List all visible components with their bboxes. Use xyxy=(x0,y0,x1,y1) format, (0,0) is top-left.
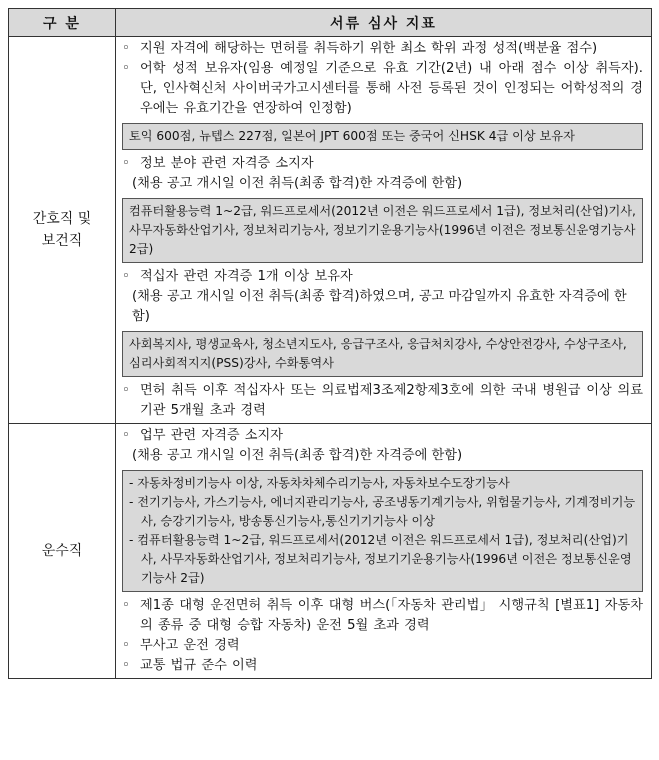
section-transport xyxy=(9,424,652,679)
criterion-text: 어학 성적 보유자(임용 예정일 기준으로 유효 기간(2년) 내 아래 점수 이상 취득자). 단, 인사혁신처 사이버국가고시센터를 통해 사전 등록된 것이 인정되는 어학성적의 경우에는 유효기간을 연장하여 인정함) xyxy=(140,61,643,116)
redcross-certificate-box: 사회복지사, 평생교육사, 청소년지도사, 응급구조사, 응급처치강사, 수상안전강사, 수상구조사, 심리사회적지지(PSS)강사, 수화통역사 xyxy=(122,331,643,377)
criterion-item xyxy=(122,656,643,676)
criterion-text: 적십자 관련 자격증 1개 이상 보유자 xyxy=(140,269,353,284)
bullet-icon: ◦ xyxy=(122,383,130,398)
bullet-icon: ◦ xyxy=(122,156,130,171)
criterion-note: (채용 공고 개시일 이전 취득(최종 합격)한 자격증에 한함) xyxy=(132,448,463,463)
bullet-icon: ◦ xyxy=(122,598,130,613)
criterion-item xyxy=(122,39,643,59)
criterion-item xyxy=(122,154,643,174)
criterion-text: 무사고 운전 경력 xyxy=(140,638,240,653)
language-score-box: 토익 600점, 뉴텝스 227점, 일본어 JPT 600점 또는 중국어 신HSK 4급 이상 보유자 xyxy=(122,123,643,150)
criterion-item xyxy=(122,267,643,287)
bullet-icon: ◦ xyxy=(122,638,130,653)
criterion-text: 면허 취득 이후 적십자사 또는 의료법제3조제2항제3호에 의한 국내 병원급 이상 의료 기관 5개월 초과 경력 xyxy=(140,383,643,418)
bullet-icon: ◦ xyxy=(122,658,130,673)
criterion-item xyxy=(122,381,643,421)
criterion-text: 업무 관련 자격증 소지자 xyxy=(140,428,283,443)
criterion-text: 지원 자격에 해당하는 면허를 취득하기 위한 최소 학위 과정 성적(백분율 점수) xyxy=(140,41,598,56)
criterion-item xyxy=(122,596,643,636)
criteria-nursing xyxy=(116,37,652,424)
bullet-icon: ◦ xyxy=(122,61,130,76)
criterion-note: (채용 공고 개시일 이전 취득(최종 합격)한 자격증에 한함) xyxy=(132,176,463,191)
bullet-icon: ◦ xyxy=(122,269,130,284)
header-category: 구 분 xyxy=(9,9,116,37)
bullet-icon: ◦ xyxy=(122,41,130,56)
section-nursing xyxy=(9,37,652,424)
criterion-item xyxy=(122,59,643,119)
category-transport xyxy=(9,424,116,679)
criteria-transport xyxy=(116,424,652,679)
certificate-group: - 전기기능사, 가스기능사, 에너지관리기능사, 공조냉동기계기능사, 위험물기능사, 기계정비기능사, 승강기기능사, 방송통신기능사,통신기기기능사 이상 xyxy=(129,495,636,528)
work-certificate-box xyxy=(122,470,643,592)
header-row xyxy=(9,9,652,37)
it-certificate-box: 컴퓨터활용능력 1~2급, 워드프로세서(2012년 이전은 워드프로세서 1급), 정보처리(산업)기사, 사무자동화산업기사, 정보처리기능사, 정보기기운용기능사(1996년 이전은 정보통신운영기능사 2급) xyxy=(122,198,643,263)
category-line2: 보건직 xyxy=(41,233,83,249)
certificate-group: - 자동차정비기능사 이상, 자동차차체수리기능사, 자동차보수도장기능사 xyxy=(129,476,510,490)
criterion-text: 교통 법규 준수 이력 xyxy=(140,658,258,673)
criterion-text: 제1종 대형 운전면허 취득 이후 대형 버스(「자동차 관리법」 시행규칙 [별표1] 자동차의 종류 중 대형 승합 자동차) 운전 5월 초과 경력 xyxy=(140,598,643,633)
criterion-item xyxy=(122,426,643,446)
category-line1: 간호직 및 xyxy=(32,211,92,227)
criteria-table xyxy=(8,8,652,679)
criterion-text: 정보 분야 관련 자격증 소지자 xyxy=(140,156,314,171)
category-line1: 운수직 xyxy=(41,543,83,559)
bullet-icon: ◦ xyxy=(122,428,130,443)
certificate-group: - 컴퓨터활용능력 1~2급, 워드프로세서(2012년 이전은 워드프로세서 1급), 정보처리(산업)기사, 사무자동화산업기사, 정보처리기능사, 정보기기운용기능사(1996년 이전은 정보통신운영기능사 2급) xyxy=(129,533,632,585)
criterion-note: (채용 공고 개시일 이전 취득(최종 합격)하였으며, 공고 마감일까지 유효한 자격증에 한함) xyxy=(132,289,627,324)
header-criteria: 서류 심사 지표 xyxy=(116,9,652,37)
category-nursing xyxy=(9,37,116,424)
criterion-item xyxy=(122,636,643,656)
